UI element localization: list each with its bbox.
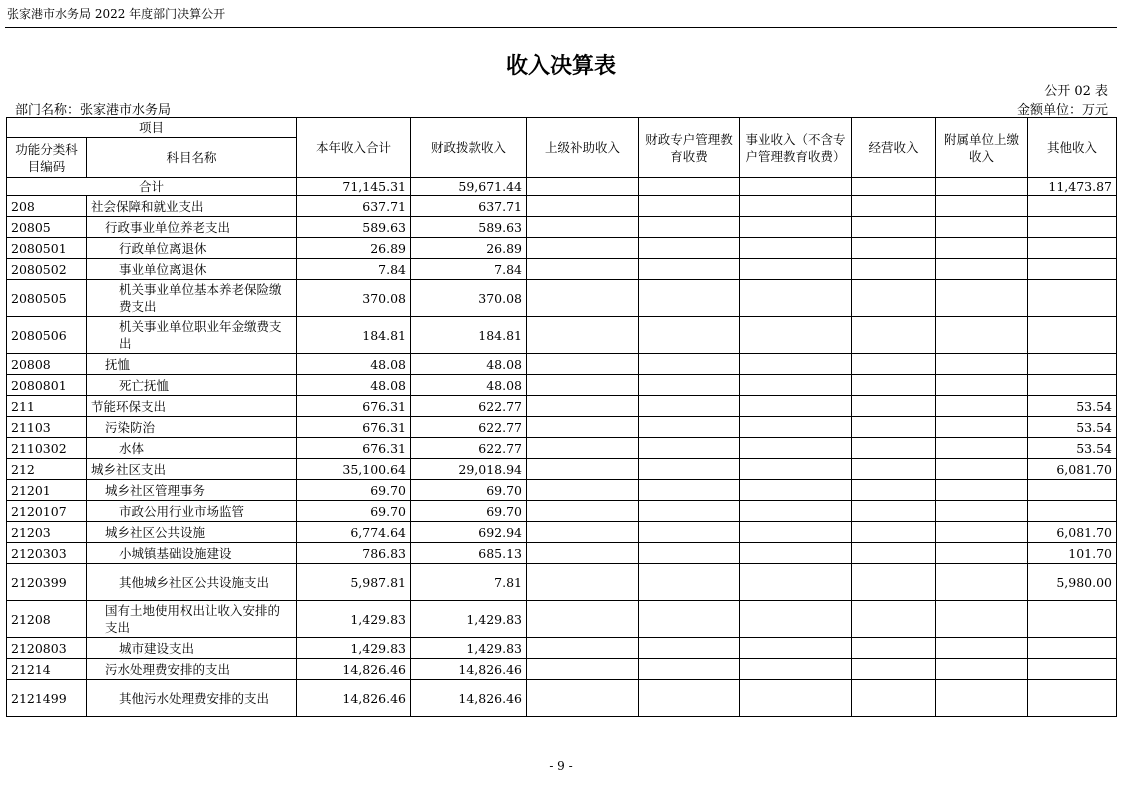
running-header: 张家港市水务局 2022 年度部门决算公开: [7, 7, 226, 21]
row-affiliated: [936, 354, 1028, 375]
table-row: [7, 238, 1117, 259]
page-title: 收入决算表: [505, 54, 616, 79]
table-row: [7, 259, 1117, 280]
row-fiscal: 69.70: [411, 501, 527, 522]
row-operating: [852, 417, 936, 438]
row-business: [740, 280, 852, 317]
row-operating: [852, 396, 936, 417]
row-name: 城乡社区公共设施: [87, 522, 297, 543]
row-fiscal: 26.89: [411, 238, 527, 259]
row-business: [740, 259, 852, 280]
row-other: [1028, 259, 1117, 280]
row-other: [1028, 480, 1117, 501]
row-business: [740, 354, 852, 375]
row-edu: [639, 480, 740, 501]
row-name: 污水处理费安排的支出: [87, 659, 297, 680]
row-superior: [527, 501, 639, 522]
row-other: 6,081.70: [1028, 522, 1117, 543]
row-operating: [852, 459, 936, 480]
row-name: 城乡社区支出: [87, 459, 297, 480]
table-row: [7, 638, 1117, 659]
row-name: 机关事业单位基本养老保险缴费支出: [87, 280, 297, 317]
header-code: 功能分类科目编码: [7, 138, 87, 178]
row-fiscal: 1,429.83: [411, 601, 527, 638]
row-business: [740, 501, 852, 522]
row-affiliated: [936, 480, 1028, 501]
row-code: 21201: [7, 480, 87, 501]
row-edu: [639, 459, 740, 480]
row-name: 国有土地使用权出让收入安排的支出: [87, 601, 297, 638]
row-edu: [639, 543, 740, 564]
row-name: 水体: [87, 438, 297, 459]
row-affiliated: [936, 659, 1028, 680]
row-other: [1028, 317, 1117, 354]
income-table: [6, 117, 1117, 717]
row-business: [740, 601, 852, 638]
row-other: [1028, 659, 1117, 680]
row-fiscal: 69.70: [411, 480, 527, 501]
row-operating: [852, 280, 936, 317]
row-operating: [852, 259, 936, 280]
row-business: [740, 317, 852, 354]
row-operating: [852, 438, 936, 459]
row-business: [740, 522, 852, 543]
row-business: [740, 638, 852, 659]
row-code: 20808: [7, 354, 87, 375]
row-name: 污染防治: [87, 417, 297, 438]
table-row: [7, 601, 1117, 638]
row-edu: [639, 317, 740, 354]
header-edu: 财政专户管理教育收费: [639, 118, 740, 178]
row-superior: [527, 480, 639, 501]
row-total: 786.83: [297, 543, 411, 564]
row-code: 2080502: [7, 259, 87, 280]
row-affiliated: [936, 259, 1028, 280]
row-total: 637.71: [297, 196, 411, 217]
table-row: [7, 659, 1117, 680]
row-code: 2080505: [7, 280, 87, 317]
row-total: 370.08: [297, 280, 411, 317]
table-row: [7, 280, 1117, 317]
header-fiscal: 财政拨款收入: [411, 118, 527, 178]
row-operating: [852, 564, 936, 601]
table-row: [7, 522, 1117, 543]
row-fiscal: 1,429.83: [411, 638, 527, 659]
row-name: 节能环保支出: [87, 396, 297, 417]
unit-label: 金额单位：万元: [1016, 103, 1108, 118]
row-superior: [527, 238, 639, 259]
row-operating: [852, 317, 936, 354]
row-fiscal: 14,826.46: [411, 659, 527, 680]
row-fiscal: 622.77: [411, 438, 527, 459]
row-superior: [527, 601, 639, 638]
row-affiliated: [936, 238, 1028, 259]
row-total: 14,826.46: [297, 680, 411, 717]
row-edu: [639, 375, 740, 396]
row-operating: [852, 543, 936, 564]
row-name: 死亡抚恤: [87, 375, 297, 396]
row-business: [740, 659, 852, 680]
row-other: [1028, 238, 1117, 259]
table-row: [7, 417, 1117, 438]
row-code: 2080801: [7, 375, 87, 396]
row-fiscal: 7.84: [411, 259, 527, 280]
row-edu: [639, 280, 740, 317]
header-other: 其他收入: [1028, 118, 1117, 178]
row-fiscal: 29,018.94: [411, 459, 527, 480]
row-code: 208: [7, 196, 87, 217]
row-code: 212: [7, 459, 87, 480]
row-superior: [527, 680, 639, 717]
row-total: 676.31: [297, 438, 411, 459]
row-fiscal: 685.13: [411, 543, 527, 564]
row-code: 21203: [7, 522, 87, 543]
table-row: [7, 438, 1117, 459]
total-label: 合计: [7, 178, 297, 196]
total-operating: [852, 178, 936, 196]
row-operating: [852, 638, 936, 659]
row-affiliated: [936, 501, 1028, 522]
row-code: 2120303: [7, 543, 87, 564]
row-edu: [639, 354, 740, 375]
row-operating: [852, 501, 936, 522]
row-total: 35,100.64: [297, 459, 411, 480]
row-superior: [527, 196, 639, 217]
row-operating: [852, 354, 936, 375]
page-number: - 9 -: [549, 759, 573, 773]
row-affiliated: [936, 196, 1028, 217]
row-fiscal: 48.08: [411, 354, 527, 375]
total-affiliated: [936, 178, 1028, 196]
row-total: 676.31: [297, 417, 411, 438]
total-business: [740, 178, 852, 196]
row-total: 184.81: [297, 317, 411, 354]
row-business: [740, 680, 852, 717]
table-row: [7, 375, 1117, 396]
row-total: 6,774.64: [297, 522, 411, 543]
row-name: 抚恤: [87, 354, 297, 375]
row-code: 2080501: [7, 238, 87, 259]
row-business: [740, 564, 852, 601]
row-other: 6,081.70: [1028, 459, 1117, 480]
row-operating: [852, 659, 936, 680]
row-total: 1,429.83: [297, 601, 411, 638]
row-operating: [852, 375, 936, 396]
row-superior: [527, 317, 639, 354]
row-operating: [852, 217, 936, 238]
row-fiscal: 370.08: [411, 280, 527, 317]
row-code: 2120107: [7, 501, 87, 522]
row-affiliated: [936, 601, 1028, 638]
row-name: 机关事业单位职业年金缴费支出: [87, 317, 297, 354]
table-row: [7, 564, 1117, 601]
table-row: [7, 317, 1117, 354]
header-name: 科目名称: [87, 138, 297, 178]
row-edu: [639, 522, 740, 543]
row-superior: [527, 259, 639, 280]
row-affiliated: [936, 543, 1028, 564]
row-business: [740, 196, 852, 217]
row-affiliated: [936, 417, 1028, 438]
row-code: 2120399: [7, 564, 87, 601]
row-name: 社会保障和就业支出: [87, 196, 297, 217]
row-other: [1028, 354, 1117, 375]
total-superior: [527, 178, 639, 196]
row-operating: [852, 480, 936, 501]
row-edu: [639, 396, 740, 417]
row-code: 21208: [7, 601, 87, 638]
row-business: [740, 438, 852, 459]
header-affiliated: 附属单位上缴收入: [936, 118, 1028, 178]
table-row: [7, 354, 1117, 375]
row-business: [740, 417, 852, 438]
row-superior: [527, 438, 639, 459]
row-fiscal: 14,826.46: [411, 680, 527, 717]
row-edu: [639, 417, 740, 438]
row-business: [740, 459, 852, 480]
row-affiliated: [936, 638, 1028, 659]
total-total: 71,145.31: [297, 178, 411, 196]
total-other: 11,473.87: [1028, 178, 1117, 196]
row-code: 2120803: [7, 638, 87, 659]
row-affiliated: [936, 280, 1028, 317]
row-affiliated: [936, 564, 1028, 601]
row-fiscal: 692.94: [411, 522, 527, 543]
row-edu: [639, 259, 740, 280]
row-business: [740, 238, 852, 259]
row-name: 城乡社区管理事务: [87, 480, 297, 501]
row-total: 48.08: [297, 354, 411, 375]
row-total: 48.08: [297, 375, 411, 396]
form-number: 公开 02 表: [1044, 84, 1108, 99]
table-row: [7, 396, 1117, 417]
row-name: 事业单位离退休: [87, 259, 297, 280]
row-total: 14,826.46: [297, 659, 411, 680]
row-total: 69.70: [297, 501, 411, 522]
row-other: 53.54: [1028, 438, 1117, 459]
row-affiliated: [936, 438, 1028, 459]
row-affiliated: [936, 217, 1028, 238]
row-other: 53.54: [1028, 396, 1117, 417]
row-other: [1028, 375, 1117, 396]
table-row: [7, 543, 1117, 564]
row-affiliated: [936, 396, 1028, 417]
total-fiscal: 59,671.44: [411, 178, 527, 196]
row-superior: [527, 659, 639, 680]
row-operating: [852, 680, 936, 717]
row-fiscal: 48.08: [411, 375, 527, 396]
row-edu: [639, 238, 740, 259]
row-superior: [527, 638, 639, 659]
row-code: 21214: [7, 659, 87, 680]
row-superior: [527, 543, 639, 564]
row-edu: [639, 638, 740, 659]
header-total: 本年收入合计: [297, 118, 411, 178]
row-business: [740, 543, 852, 564]
row-superior: [527, 354, 639, 375]
header-business: 事业收入（不含专户管理教育收费）: [740, 118, 852, 178]
row-code: 2110302: [7, 438, 87, 459]
row-total: 69.70: [297, 480, 411, 501]
department-label: 部门名称：张家港市水务局: [15, 103, 172, 118]
row-affiliated: [936, 375, 1028, 396]
row-total: 5,987.81: [297, 564, 411, 601]
total-row: [7, 178, 1117, 196]
row-fiscal: 589.63: [411, 217, 527, 238]
row-name: 其他污水处理费安排的支出: [87, 680, 297, 717]
row-superior: [527, 417, 639, 438]
row-edu: [639, 601, 740, 638]
row-operating: [852, 522, 936, 543]
row-other: 101.70: [1028, 543, 1117, 564]
row-other: [1028, 501, 1117, 522]
row-edu: [639, 217, 740, 238]
row-other: 5,980.00: [1028, 564, 1117, 601]
row-operating: [852, 601, 936, 638]
row-other: [1028, 217, 1117, 238]
row-edu: [639, 564, 740, 601]
row-name: 行政单位离退休: [87, 238, 297, 259]
row-name: 城市建设支出: [87, 638, 297, 659]
row-name: 市政公用行业市场监管: [87, 501, 297, 522]
row-total: 1,429.83: [297, 638, 411, 659]
row-superior: [527, 217, 639, 238]
row-other: [1028, 638, 1117, 659]
row-superior: [527, 564, 639, 601]
row-name: 小城镇基础设施建设: [87, 543, 297, 564]
row-business: [740, 217, 852, 238]
row-code: 211: [7, 396, 87, 417]
row-affiliated: [936, 680, 1028, 717]
row-other: [1028, 196, 1117, 217]
row-superior: [527, 375, 639, 396]
row-edu: [639, 659, 740, 680]
row-other: 53.54: [1028, 417, 1117, 438]
table-row: [7, 459, 1117, 480]
header-project: 项目: [7, 118, 297, 138]
row-total: 26.89: [297, 238, 411, 259]
row-affiliated: [936, 317, 1028, 354]
row-superior: [527, 522, 639, 543]
row-name: 行政事业单位养老支出: [87, 217, 297, 238]
total-edu: [639, 178, 740, 196]
row-operating: [852, 238, 936, 259]
row-business: [740, 396, 852, 417]
row-name: 其他城乡社区公共设施支出: [87, 564, 297, 601]
row-business: [740, 375, 852, 396]
row-code: 21103: [7, 417, 87, 438]
row-fiscal: 622.77: [411, 417, 527, 438]
row-other: [1028, 280, 1117, 317]
row-edu: [639, 196, 740, 217]
table-row: [7, 480, 1117, 501]
row-edu: [639, 501, 740, 522]
row-affiliated: [936, 459, 1028, 480]
row-total: 676.31: [297, 396, 411, 417]
row-superior: [527, 280, 639, 317]
row-code: 2121499: [7, 680, 87, 717]
row-total: 589.63: [297, 217, 411, 238]
row-fiscal: 622.77: [411, 396, 527, 417]
row-operating: [852, 196, 936, 217]
row-fiscal: 184.81: [411, 317, 527, 354]
header-superior: 上级补助收入: [527, 118, 639, 178]
header-operating: 经营收入: [852, 118, 936, 178]
table-row: [7, 196, 1117, 217]
row-superior: [527, 396, 639, 417]
row-edu: [639, 438, 740, 459]
row-other: [1028, 601, 1117, 638]
header-rule: [5, 27, 1117, 28]
table-row: [7, 680, 1117, 717]
row-superior: [527, 459, 639, 480]
row-code: 20805: [7, 217, 87, 238]
row-affiliated: [936, 522, 1028, 543]
row-total: 7.84: [297, 259, 411, 280]
row-fiscal: 637.71: [411, 196, 527, 217]
row-fiscal: 7.81: [411, 564, 527, 601]
row-business: [740, 480, 852, 501]
table-row: [7, 501, 1117, 522]
row-code: 2080506: [7, 317, 87, 354]
table-row: [7, 217, 1117, 238]
row-edu: [639, 680, 740, 717]
row-other: [1028, 680, 1117, 717]
